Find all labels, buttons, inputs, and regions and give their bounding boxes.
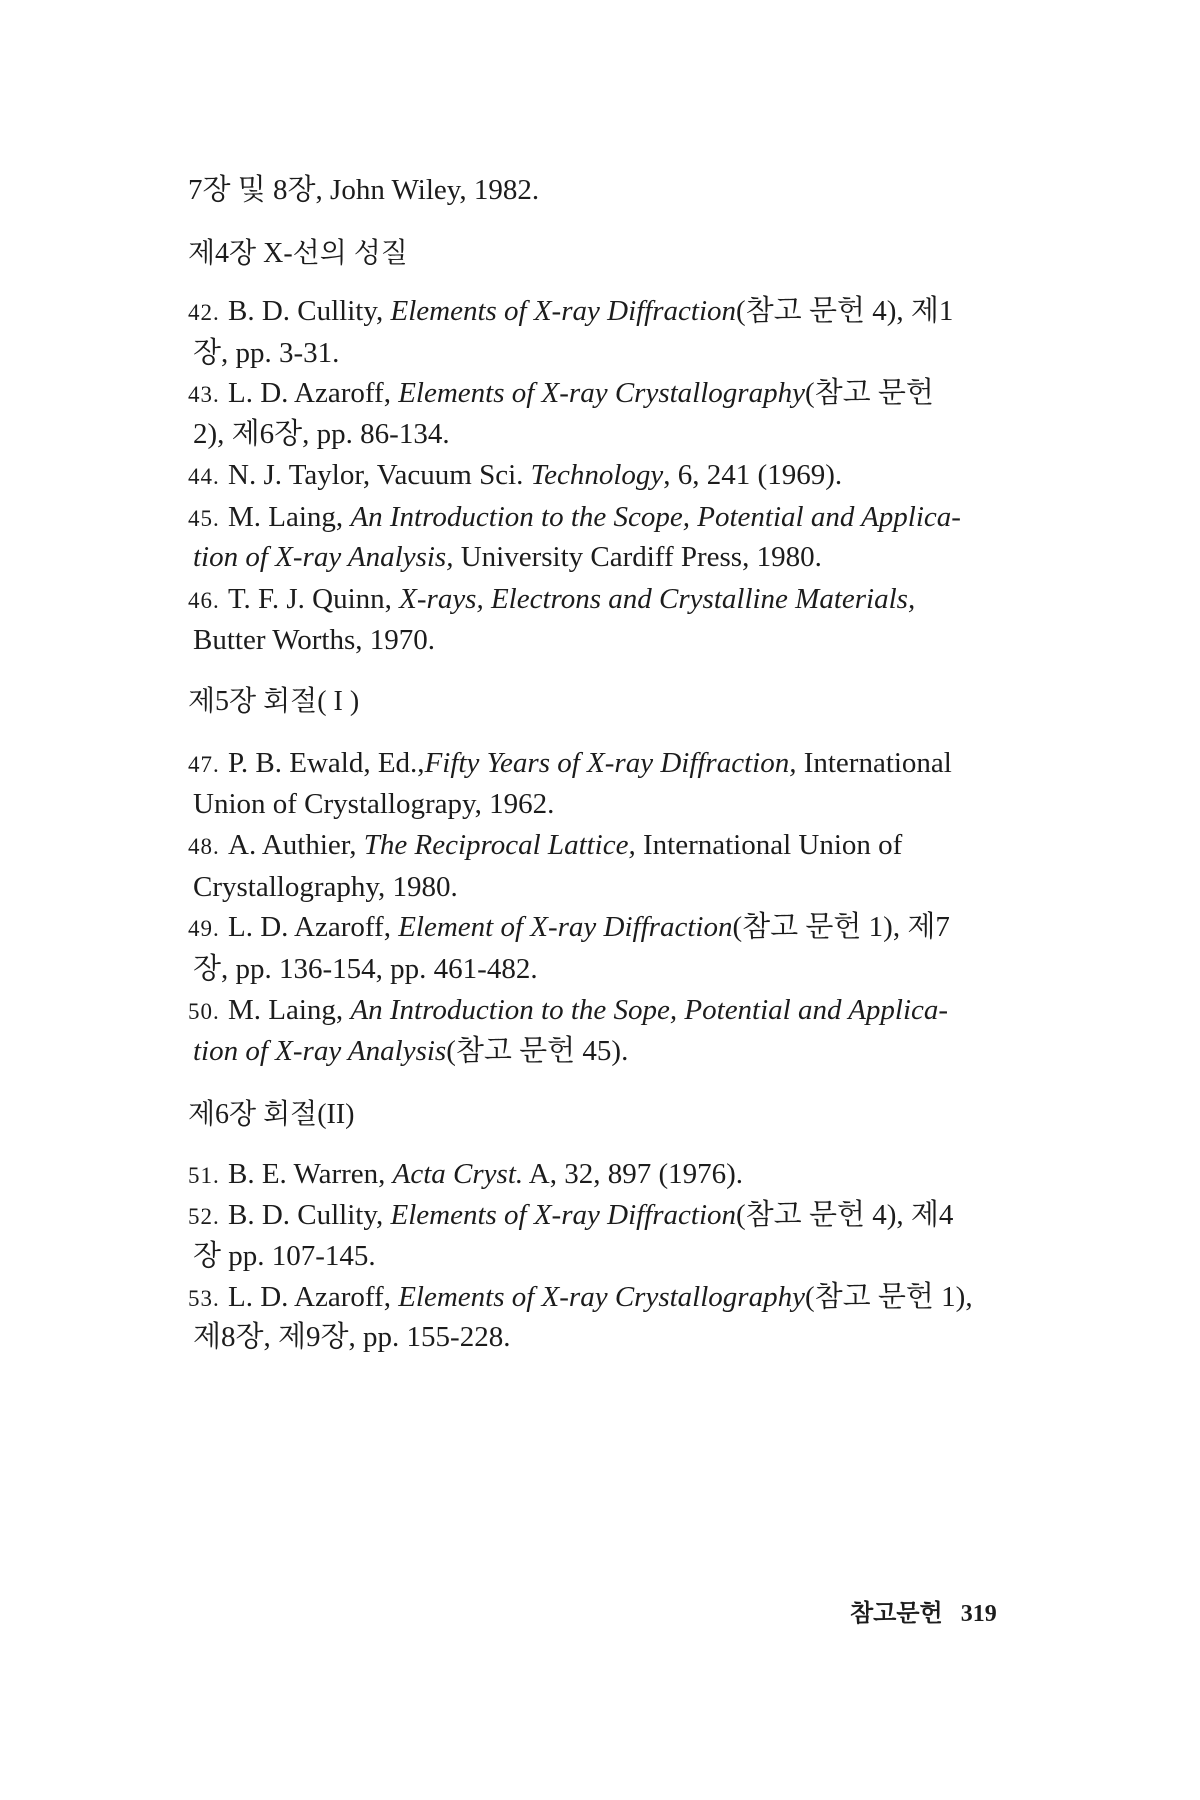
ref-title: Element of X-ray Diffraction xyxy=(398,911,733,943)
ref-author: L. D. Azaroff, xyxy=(228,911,391,943)
ref-detail: A, 32, 897 (1976). xyxy=(523,1158,744,1190)
continuation-line: 7장 및 8장, John Wiley, 1982. xyxy=(188,174,540,206)
ref-detail: (참고 문헌 4), 제4 xyxy=(736,1199,954,1231)
reference-42-cont: 장, pp. 3-31. xyxy=(193,337,340,369)
ref-title: Elements of X-ray Crystallography xyxy=(398,1281,805,1313)
ref-number: 43. xyxy=(188,382,220,407)
ref-title: Elements of X-ray Diffraction xyxy=(390,1199,737,1231)
ref-detail: University Cardiff Press, 1980. xyxy=(453,541,822,573)
section-heading-6: 제6장 회절(II) xyxy=(188,1099,355,1130)
ref-detail: , 6, 241 (1969). xyxy=(663,459,843,491)
reference-52 xyxy=(188,1199,954,1231)
ref-detail: (참고 문헌 1), xyxy=(804,1281,973,1313)
reference-50-cont xyxy=(193,1037,628,1066)
footer-label: 참고문헌 xyxy=(850,1601,943,1627)
reference-51 xyxy=(188,1160,743,1189)
reference-46 xyxy=(188,583,916,615)
reference-46-cont: Butter Worths, 1970. xyxy=(193,624,436,656)
ref-title: The Reciprocal Lattice, xyxy=(363,829,636,861)
ref-title: Technology xyxy=(530,459,664,491)
ref-author: L. D. Azaroff, xyxy=(228,1281,391,1313)
section-heading-5: 제5장 회절( I ) xyxy=(188,686,360,717)
ref-author: M. Laing, xyxy=(228,994,344,1026)
reference-43 xyxy=(188,377,934,409)
reference-45-cont xyxy=(193,543,822,572)
ref-number: 49. xyxy=(188,916,220,941)
ref-author: N. J. Taylor, Vacuum Sci. xyxy=(228,459,524,491)
reference-45 xyxy=(188,501,961,533)
reference-50 xyxy=(188,994,949,1026)
ref-title: Elements of X-ray Diffraction xyxy=(390,295,737,327)
ref-number: 46. xyxy=(188,588,220,613)
reference-48 xyxy=(188,829,903,861)
ref-number: 48. xyxy=(188,834,220,859)
ref-author: A. Authier, xyxy=(228,829,357,861)
ref-detail: (참고 문헌 4), 제1 xyxy=(736,295,954,327)
ref-number: 50. xyxy=(188,999,220,1024)
ref-title-cont: tion of X-ray Analysis xyxy=(193,1035,447,1067)
ref-title: Fifty Years of X-ray Diffraction, xyxy=(424,747,797,779)
reference-43-cont: 2), 제6장, pp. 86-134. xyxy=(193,418,450,450)
ref-detail: (참고 문헌 1), 제7 xyxy=(732,911,950,943)
ref-number: 52. xyxy=(188,1204,220,1229)
ref-title: Acta Cryst. xyxy=(392,1158,524,1190)
reference-48-cont: Crystallography, 1980. xyxy=(193,871,458,903)
ref-title: X-rays, Electrons and Crystalline Materials, xyxy=(399,583,916,615)
ref-author: B. D. Cullity, xyxy=(228,295,384,327)
ref-number: 51. xyxy=(188,1163,220,1188)
ref-author: T. F. J. Quinn, xyxy=(228,583,392,615)
ref-author: P. B. Ewald, Ed., xyxy=(228,747,425,779)
reference-42 xyxy=(188,295,954,327)
reference-47 xyxy=(188,747,952,779)
ref-detail: International xyxy=(796,747,952,779)
ref-author: B. D. Cullity, xyxy=(228,1199,384,1231)
ref-number: 45. xyxy=(188,506,220,531)
reference-49-cont: 장, pp. 136-154, pp. 461-482. xyxy=(193,953,538,985)
ref-detail: (참고 문헌 45). xyxy=(446,1035,629,1067)
ref-author: L. D. Azaroff, xyxy=(228,377,391,409)
reference-53 xyxy=(188,1281,973,1313)
reference-44 xyxy=(188,461,842,490)
page-footer xyxy=(850,1593,997,1628)
ref-detail: International Union of xyxy=(635,829,903,861)
ref-number: 47. xyxy=(188,752,220,777)
ref-author: B. E. Warren, xyxy=(228,1158,386,1190)
ref-number: 44. xyxy=(188,464,220,489)
reference-47-cont: Union of Crystallograpy, 1962. xyxy=(193,788,555,820)
ref-title: An Introduction to the Scope, Potential and Applica- xyxy=(350,501,961,533)
reference-49 xyxy=(188,911,950,943)
ref-number: 53. xyxy=(188,1286,220,1311)
reference-52-cont: 장 pp. 107-145. xyxy=(193,1240,376,1272)
ref-number: 42. xyxy=(188,300,220,325)
ref-title: Elements of X-ray Crystallography xyxy=(398,377,805,409)
ref-title: An Introduction to the Sope, Potential and Applica- xyxy=(350,994,949,1026)
reference-53-cont: 제8장, 제9장, pp. 155-228. xyxy=(193,1321,511,1353)
ref-title-cont: tion of X-ray Analysis, xyxy=(193,541,454,573)
section-heading-4: 제4장 X-선의 성질 xyxy=(188,238,408,269)
ref-author: M. Laing, xyxy=(228,501,344,533)
page-number: 319 xyxy=(960,1601,997,1627)
ref-detail: (참고 문헌 xyxy=(804,377,934,409)
